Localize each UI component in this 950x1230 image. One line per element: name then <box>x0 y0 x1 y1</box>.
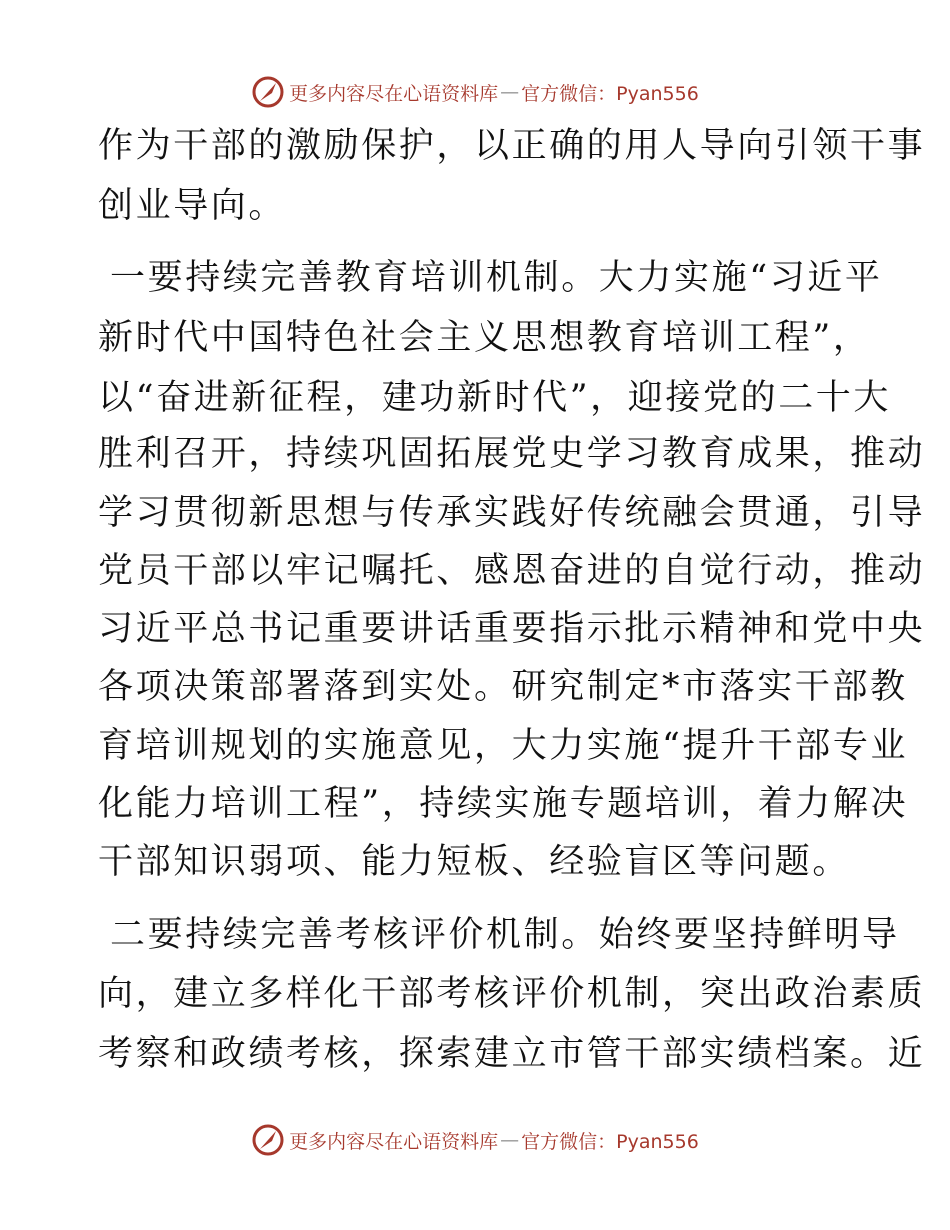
footer-watermark <box>0 1120 950 1160</box>
text-line: 以“奋进新征程，建功新时代”，迎接党的二十大 <box>98 378 891 418</box>
text-line: 二要持续完善考核评价机制。始终要坚持鲜明导 <box>110 915 900 955</box>
text-line: 学习贯彻新思想与传承实践好传统融会贯通，引导 <box>98 493 926 533</box>
banner-text: 更多内容尽在心语资料库 <box>289 82 499 105</box>
text-line: 考察和政绩考核，探索建立市管干部实绩档案。近 <box>98 1034 926 1074</box>
text-line: 作为干部的激励保护，以正确的用人导向引领干事 <box>98 126 926 166</box>
banner-contact: 官方微信：Pyan556 <box>521 82 699 105</box>
feather-circle-icon <box>251 75 285 109</box>
text-line: 向，建立多样化干部考核评价机制，突出政治素质 <box>98 974 926 1014</box>
text-line: 干部知识弱项、能力短板、经验盲区等问题。 <box>98 842 851 882</box>
banner-separator: — <box>500 1129 520 1151</box>
text-line: 一要持续完善教育培训机制。大力实施“习近平 <box>110 258 883 298</box>
text-line: 化能力培训工程”，持续实施专题培训，着力解决 <box>98 784 909 824</box>
text-line: 各项决策部署落到实处。研究制定*市落实干部教 <box>98 667 908 707</box>
text-line: 党员干部以牢记嘱托、感恩奋进的自觉行动，推动 <box>98 551 926 591</box>
banner-contact: 官方微信：Pyan556 <box>521 1130 699 1153</box>
feather-circle-icon <box>251 1123 285 1157</box>
banner-separator: — <box>500 81 520 103</box>
text-line: 育培训规划的实施意见，大力实施“提升干部专业 <box>98 726 909 766</box>
banner-text: 更多内容尽在心语资料库 <box>289 1130 499 1153</box>
header-watermark <box>0 72 950 112</box>
text-line: 新时代中国特色社会主义思想教育培训工程”， <box>98 318 871 358</box>
text-line: 胜利召开，持续巩固拓展党史学习教育成果，推动 <box>98 434 926 474</box>
text-line: 创业导向。 <box>98 186 287 226</box>
text-line: 习近平总书记重要讲话重要指示批示精神和党中央 <box>98 609 926 649</box>
